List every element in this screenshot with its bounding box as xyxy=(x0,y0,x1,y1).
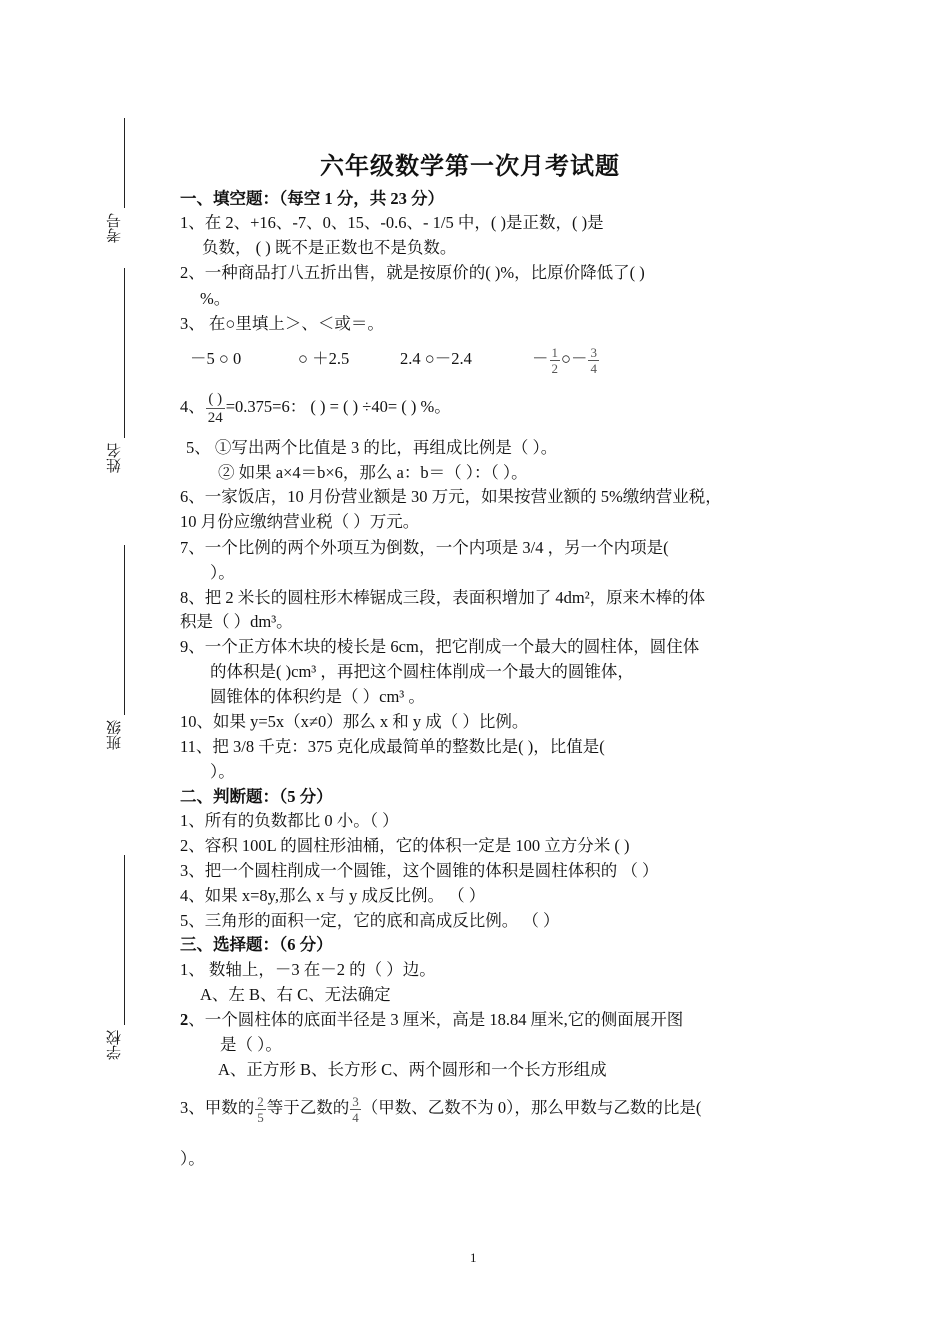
judge-item-3: 3、把一个圆柱削成一个圆锥，这个圆锥的体积是圆柱体积的 （ ） xyxy=(180,861,659,880)
judge-item-1: 1、所有的负数都比 0 小。（ ） xyxy=(180,811,399,830)
choice-1-options: A、左 B、右 C、无法确定 xyxy=(200,985,391,1004)
class-label: 班级 xyxy=(107,720,123,750)
binding-line xyxy=(124,118,125,208)
section-2-heading: 二、判断题：（5 分） xyxy=(180,787,333,806)
question-8-line-1: 8、把 2 米长的圆柱形木棒锯成三段，表面积增加了 4dm²，原来木棒的体 xyxy=(180,588,706,607)
choice-1-question: 1、 数轴上，－3 在－2 的（ ）边。 xyxy=(180,960,436,979)
choice-3-line-1: 3、甲数的 $\frac{2}{5}$ 等于乙数的 $\frac{3}{4}$ （甲数、乙数不为 0），那么甲数与乙数的比是( xyxy=(180,1093,702,1125)
question-1-line-1: 1、在 2、+16、-7、0、15、-0.6、- 1/5 中，( )是正数，( )是 xyxy=(180,213,604,232)
binding-line xyxy=(124,855,125,1025)
fraction: $\frac{1}{2}$ xyxy=(551,344,558,376)
binding-line xyxy=(124,545,125,715)
question-6-line-1: 6、一家饭店，10 月份营业额是 30 万元，如果按营业额的 5%缴纳营业税， xyxy=(180,487,722,506)
question-8-line-2: 积是（ ）dm³。 xyxy=(180,612,293,631)
question-3-item-1: －5 ○ 0 xyxy=(190,349,242,368)
question-5-line-2: ② 如果 a×4＝b×6，那么 a：b＝（ ）：（ ）。 xyxy=(218,463,528,482)
question-2-line-1: 2、一种商品打八五折出售，就是按原价的( )%，比原价降低了( ) xyxy=(180,263,645,282)
fraction: $\frac{2}{5}$ xyxy=(257,1093,264,1125)
question-3-prompt: 3、 在○里填上＞、＜或＝。 xyxy=(180,314,384,333)
question-11-line-1: 11、把 3/8 千克：375 克化成最简单的整数比是( )，比值是( xyxy=(180,737,605,756)
judge-item-5: 5、三角形的面积一定，它的底和高成反比例。 （ ） xyxy=(180,911,560,930)
binding-margin xyxy=(0,0,150,1344)
question-3-item-2: ○ ＋2.5 xyxy=(298,349,350,368)
question-7-line-1: 7、一个比例的两个外项互为倒数，一个内项是 3/4 ，另一个内项是( xyxy=(180,538,669,557)
question-3-item-4: － $\frac{1}{2}$ ○－ $\frac{3}{4}$ xyxy=(532,344,597,376)
page-title: 六年级数学第一次月考试题 xyxy=(320,154,620,180)
page-number: 1 xyxy=(470,1250,477,1265)
choice-2-options: A、正方形 B、长方形 C、两个圆形和一个长方形组成 xyxy=(218,1060,607,1079)
fraction: $\frac{3}{4}$ xyxy=(352,1093,359,1125)
question-3-item-3: 2.4 ○－2.4 xyxy=(400,349,472,368)
choice-2-line-1: 2、一个圆柱体的底面半径是 3 厘米，高是 18.84 厘米,它的侧面展开图 xyxy=(180,1010,684,1029)
question-10: 10、如果 y=5x（x≠0）那么 x 和 y 成（ ）比例。 xyxy=(180,712,529,731)
exam-number-label: 考号 xyxy=(107,213,123,243)
name-label: 姓名 xyxy=(107,443,123,473)
question-9-line-1: 9、一个正方体木块的棱长是 6cm，把它削成一个最大的圆柱体，圆住体 xyxy=(180,637,700,656)
question-7-line-2: ）。 xyxy=(210,563,235,582)
judge-item-2: 2、容积 100L 的圆柱形油桶，它的体积一定是 100 立方分米 ( ) xyxy=(180,836,630,855)
section-3-heading: 三、选择题：（6 分） xyxy=(180,935,333,954)
question-1-line-2: 负数， ( ) 既不是正数也不是负数。 xyxy=(202,238,457,257)
choice-3-line-2: ）。 xyxy=(180,1149,205,1168)
question-11-line-2: ）。 xyxy=(210,762,235,781)
choice-2-line-2: 是（ ）。 xyxy=(220,1035,282,1054)
judge-item-4: 4、如果 x=8y,那么 x 与 y 成反比例。 （ ） xyxy=(180,886,486,905)
question-9-line-3: 圆锥体的体积约是（ ）cm³ 。 xyxy=(210,687,425,706)
school-label: 学校 xyxy=(107,1030,123,1060)
question-9-line-2: 的体积是( )cm³ ，再把这个圆柱体削成一个最大的圆锥体， xyxy=(210,662,634,681)
question-5-line-1: 5、 ①写出两个比值是 3 的比，再组成比例是（ ）。 xyxy=(186,438,558,457)
section-1-heading: 一、填空题：（每空 1 分，共 23 分） xyxy=(180,189,444,208)
question-2-line-2: %。 xyxy=(200,289,231,308)
question-6-line-2: 10 月份应缴纳营业税（ ）万元。 xyxy=(180,512,420,531)
fraction: $\frac{3}{4}$ xyxy=(590,344,597,376)
question-4: 4、 $\frac{( )}{24}$ =0.375=6： ( ) = ( ) ÷40= ( ) %。 xyxy=(180,390,451,426)
binding-line xyxy=(124,268,125,438)
fraction: $\frac{( )}{24}$ xyxy=(207,390,223,426)
